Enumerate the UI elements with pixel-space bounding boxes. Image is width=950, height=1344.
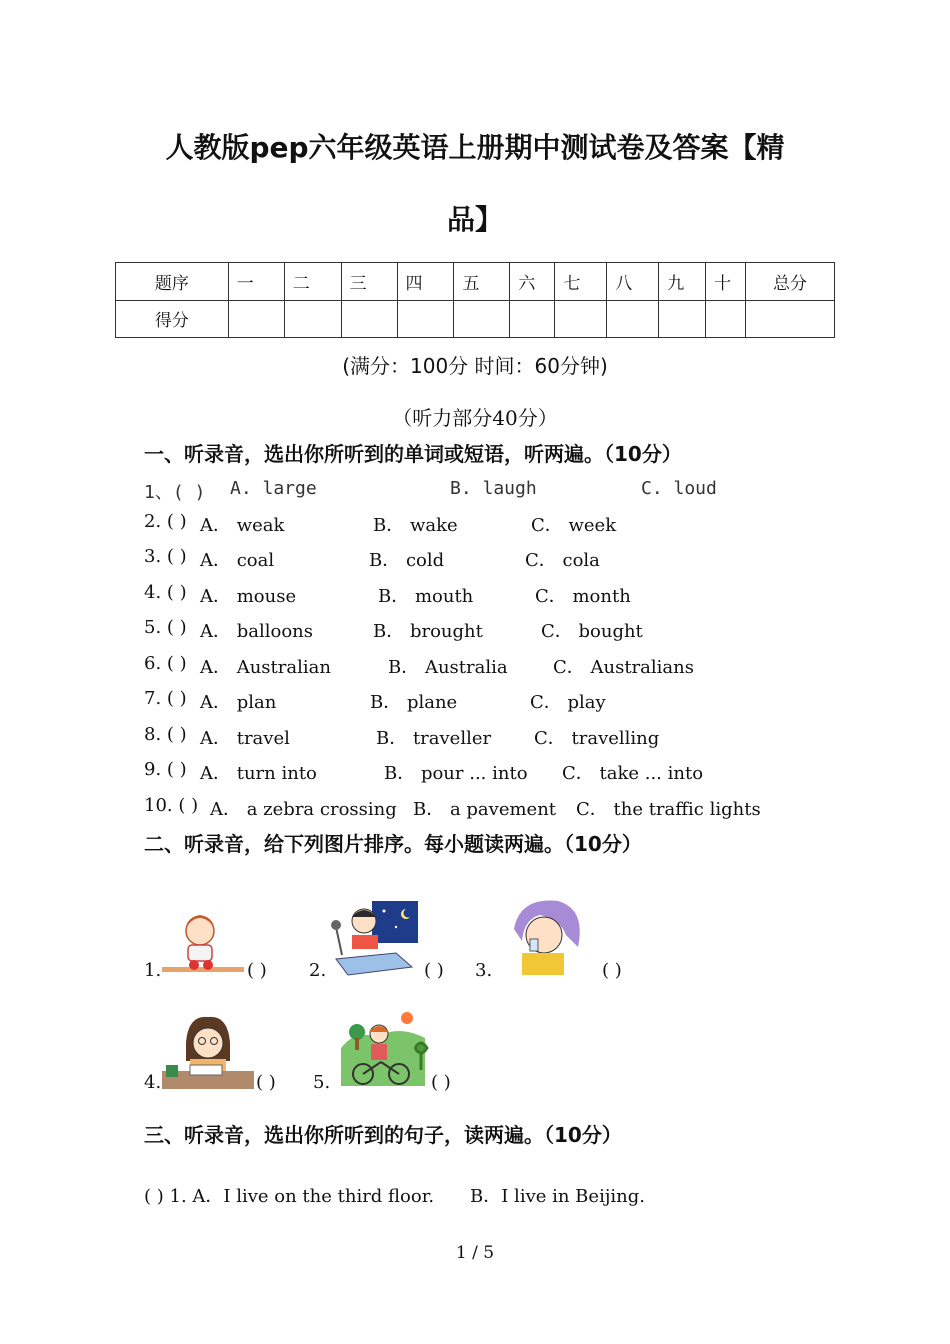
header-cell: 总分 [746, 263, 835, 301]
option-c[interactable]: C． the traffic lights [576, 799, 761, 820]
answer-blank[interactable]: ( ) [424, 960, 444, 981]
picture-number: 2. [309, 960, 327, 981]
score-cell[interactable] [746, 300, 835, 338]
answer-blank[interactable]: ( ) [431, 1072, 451, 1093]
option-b[interactable]: B． cold [369, 550, 445, 571]
question-number: 2. ( ) [144, 511, 187, 532]
question-number: 10. ( ) [144, 795, 199, 816]
option-a[interactable]: A． mouse [200, 586, 297, 607]
option-c[interactable]: C. loud [641, 478, 717, 499]
page-number: 1 / 5 [455, 1243, 495, 1263]
header-cell: 五 [454, 263, 510, 301]
section-2-heading: 二、听录音，给下列图片排序。每小题读两遍。（10分） [144, 832, 642, 856]
option-a[interactable]: A． plan [200, 692, 277, 713]
answer-blank[interactable]: ( ) [256, 1072, 276, 1093]
page-title: 人教版pep六年级英语上册期中测试卷及答案【精 [165, 131, 785, 164]
header-cell: 一 [228, 263, 284, 301]
sentence-option-a[interactable]: ( ) 1. A．I live on the third floor. [144, 1186, 435, 1207]
question-number: 7. ( ) [144, 688, 187, 709]
option-a[interactable]: A． weak [200, 515, 285, 536]
page-title-continued: 品】 [446, 203, 503, 236]
score-cell[interactable] [341, 300, 397, 338]
header-cell: 题序 [116, 263, 229, 301]
option-a[interactable]: A. large [230, 478, 317, 499]
picture-number: 3. [475, 960, 493, 981]
option-a[interactable]: A． coal [200, 550, 275, 571]
girl-drinking-picture [500, 895, 585, 977]
option-c[interactable]: C． play [530, 692, 606, 713]
score-table [115, 262, 835, 338]
boy-reading-at-night-picture [326, 897, 421, 979]
header-cell: 七 [555, 263, 607, 301]
option-a[interactable]: A． turn into [200, 763, 317, 784]
header-cell: 八 [607, 263, 659, 301]
option-a[interactable]: A． Australian [200, 657, 331, 678]
exam-meta: (满分：100分 时间：60分钟) [342, 354, 608, 378]
picture-number: 5. [313, 1072, 331, 1093]
question-number: 5. ( ) [144, 617, 187, 638]
answer-blank[interactable]: ( ) [247, 960, 267, 981]
option-b[interactable]: B． brought [373, 621, 483, 642]
header-cell: 三 [341, 263, 397, 301]
option-c[interactable]: C． cola [525, 550, 600, 571]
option-b[interactable]: B. laugh [450, 478, 537, 499]
option-b[interactable]: B． a pavement [413, 799, 557, 820]
option-c[interactable]: C． Australians [553, 657, 694, 678]
option-b[interactable]: B． pour ... into [384, 763, 528, 784]
header-cell: 六 [510, 263, 555, 301]
score-row-label: 得分 [116, 300, 229, 338]
score-cell[interactable] [397, 300, 454, 338]
option-c[interactable]: C． travelling [534, 728, 660, 749]
section-1-heading: 一、听录音，选出你所听到的单词或短语，听两遍。（10分） [144, 442, 682, 466]
option-b[interactable]: B． mouth [378, 586, 474, 607]
option-c[interactable]: C． take ... into [562, 763, 704, 784]
section-3-heading: 三、听录音，选出你所听到的句子，读两遍。（10分） [144, 1123, 622, 1147]
score-table-score-row [116, 300, 835, 338]
score-cell[interactable] [555, 300, 607, 338]
option-b[interactable]: B． traveller [376, 728, 492, 749]
answer-blank[interactable]: ( ) [602, 960, 622, 981]
question-number: 8. ( ) [144, 724, 187, 745]
question-number: 9. ( ) [144, 759, 187, 780]
score-cell[interactable] [228, 300, 284, 338]
option-c[interactable]: C． week [531, 515, 617, 536]
score-cell[interactable] [607, 300, 659, 338]
girl-sitting-picture [160, 905, 245, 977]
header-cell: 四 [397, 263, 454, 301]
score-cell[interactable] [284, 300, 341, 338]
girl-cycling-picture [337, 1008, 430, 1088]
option-b[interactable]: B． Australia [388, 657, 508, 678]
girl-writing-picture [160, 1013, 255, 1091]
header-cell: 二 [284, 263, 341, 301]
score-table-header-row [116, 263, 835, 301]
score-cell[interactable] [659, 300, 706, 338]
option-a[interactable]: A． a zebra crossing [210, 799, 397, 820]
picture-number: 4. [144, 1072, 162, 1093]
listening-part-heading: （听力部分40分） [392, 406, 558, 430]
header-cell: 十 [706, 263, 746, 301]
sentence-option-b[interactable]: B．I live in Beijing. [470, 1186, 645, 1207]
question-number: 6. ( ) [144, 653, 187, 674]
option-c[interactable]: C． month [535, 586, 631, 607]
option-c[interactable]: C． bought [541, 621, 643, 642]
score-cell[interactable] [706, 300, 746, 338]
header-cell: 九 [659, 263, 706, 301]
score-cell[interactable] [454, 300, 510, 338]
picture-number: 1. [144, 960, 162, 981]
option-a[interactable]: A． travel [200, 728, 290, 749]
option-b[interactable]: B． plane [370, 692, 458, 713]
question-number: 4. ( ) [144, 582, 187, 603]
option-b[interactable]: B． wake [373, 515, 458, 536]
score-cell[interactable] [510, 300, 555, 338]
question-number: 3. ( ) [144, 546, 187, 567]
question-number: 1、( ) [144, 482, 206, 503]
option-a[interactable]: A． balloons [200, 621, 313, 642]
